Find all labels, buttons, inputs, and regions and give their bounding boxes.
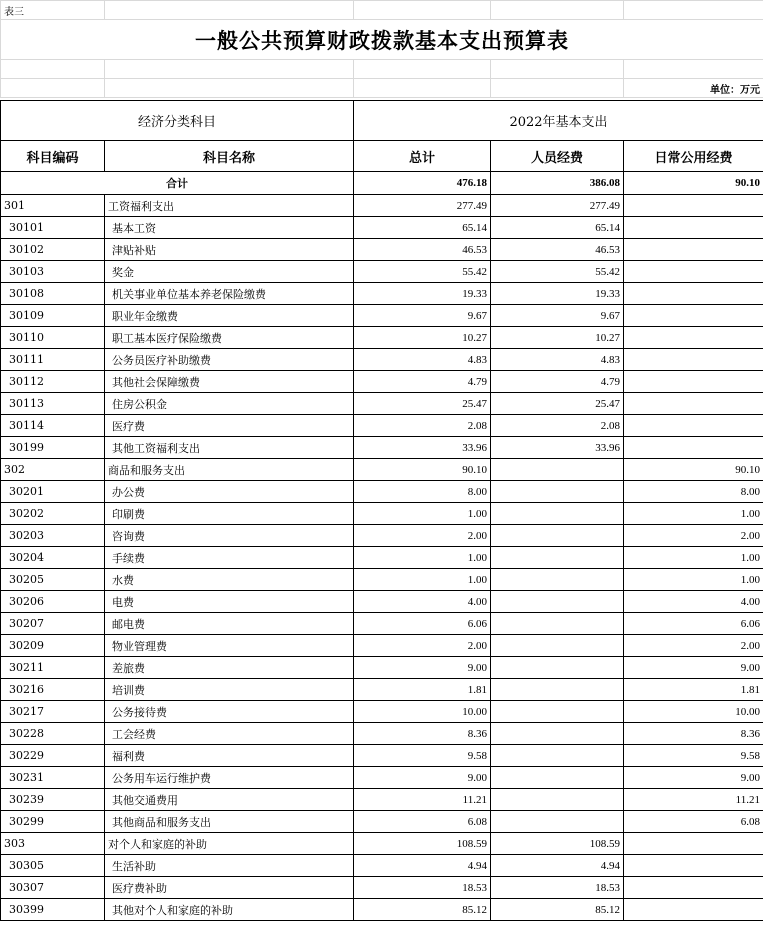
row-name: 其他商品和服务支出 <box>105 811 354 833</box>
row-personnel: 25.47 <box>491 393 624 415</box>
row-name: 其他工资福利支出 <box>105 437 354 459</box>
page-title: 一般公共预算财政拨款基本支出预算表 <box>1 20 763 60</box>
row-public: 1.00 <box>624 503 763 525</box>
row-public <box>624 283 763 305</box>
row-code: 30231 <box>1 767 105 789</box>
row-name: 电费 <box>105 591 354 613</box>
row-public <box>624 833 763 855</box>
row-code: 30201 <box>1 481 105 503</box>
total-row <box>1 172 763 195</box>
table-row <box>1 899 763 921</box>
table-row <box>1 811 763 833</box>
row-code: 30111 <box>1 349 105 371</box>
row-total: 25.47 <box>354 393 491 415</box>
row-code: 30113 <box>1 393 105 415</box>
row-total: 10.00 <box>354 701 491 723</box>
row-name: 生活补助 <box>105 855 354 877</box>
budget-table <box>0 100 763 921</box>
row-name: 邮电费 <box>105 613 354 635</box>
row-personnel: 55.42 <box>491 261 624 283</box>
row-name: 医疗费补助 <box>105 877 354 899</box>
row-total: 18.53 <box>354 877 491 899</box>
header-total: 总计 <box>354 141 491 172</box>
row-personnel: 18.53 <box>491 877 624 899</box>
table-row <box>1 437 763 459</box>
row-public <box>624 349 763 371</box>
row-personnel <box>491 591 624 613</box>
row-total: 33.96 <box>354 437 491 459</box>
total-value: 476.18 <box>354 172 491 195</box>
row-personnel: 4.79 <box>491 371 624 393</box>
row-public <box>624 415 763 437</box>
row-personnel: 19.33 <box>491 283 624 305</box>
row-name: 对个人和家庭的补助 <box>105 833 354 855</box>
row-code: 30209 <box>1 635 105 657</box>
row-personnel <box>491 811 624 833</box>
row-name: 公务接待费 <box>105 701 354 723</box>
row-name: 其他社会保障缴费 <box>105 371 354 393</box>
row-total: 46.53 <box>354 239 491 261</box>
row-code: 30207 <box>1 613 105 635</box>
table-row <box>1 767 763 789</box>
row-public <box>624 393 763 415</box>
row-personnel: 46.53 <box>491 239 624 261</box>
row-total: 2.00 <box>354 635 491 657</box>
total-personnel: 386.08 <box>491 172 624 195</box>
table-row-group <box>1 195 763 217</box>
table-row <box>1 569 763 591</box>
row-code: 30103 <box>1 261 105 283</box>
row-personnel <box>491 525 624 547</box>
table-row <box>1 327 763 349</box>
row-code: 302 <box>1 459 105 481</box>
row-personnel <box>491 613 624 635</box>
row-public <box>624 195 763 217</box>
row-name: 职业年金缴费 <box>105 305 354 327</box>
row-total: 4.00 <box>354 591 491 613</box>
table-row <box>1 657 763 679</box>
row-total: 1.81 <box>354 679 491 701</box>
header-row-1 <box>1 101 763 141</box>
row-code: 30199 <box>1 437 105 459</box>
row-name: 其他交通费用 <box>105 789 354 811</box>
table-row <box>1 481 763 503</box>
row-public: 2.00 <box>624 525 763 547</box>
row-public: 6.06 <box>624 613 763 635</box>
row-public: 4.00 <box>624 591 763 613</box>
row-total: 85.12 <box>354 899 491 921</box>
row-name: 基本工资 <box>105 217 354 239</box>
row-public: 10.00 <box>624 701 763 723</box>
row-code: 30108 <box>1 283 105 305</box>
row-total: 65.14 <box>354 217 491 239</box>
row-total: 90.10 <box>354 459 491 481</box>
row-public: 9.00 <box>624 767 763 789</box>
row-total: 6.06 <box>354 613 491 635</box>
row-code: 30202 <box>1 503 105 525</box>
row-code: 30203 <box>1 525 105 547</box>
row-total: 55.42 <box>354 261 491 283</box>
header-public: 日常公用经费 <box>624 141 763 172</box>
header-personnel: 人员经费 <box>491 141 624 172</box>
row-total: 9.00 <box>354 767 491 789</box>
row-public <box>624 899 763 921</box>
total-public: 90.10 <box>624 172 763 195</box>
row-name: 奖金 <box>105 261 354 283</box>
table-row <box>1 613 763 635</box>
row-total: 2.08 <box>354 415 491 437</box>
row-total: 1.00 <box>354 503 491 525</box>
row-name: 职工基本医疗保险缴费 <box>105 327 354 349</box>
header-row-2 <box>1 141 763 172</box>
row-name: 公务员医疗补助缴费 <box>105 349 354 371</box>
table-row <box>1 547 763 569</box>
row-code: 30399 <box>1 899 105 921</box>
row-public <box>624 239 763 261</box>
row-personnel <box>491 679 624 701</box>
row-total: 11.21 <box>354 789 491 811</box>
table-row <box>1 239 763 261</box>
row-personnel: 108.59 <box>491 833 624 855</box>
title-area <box>0 0 763 98</box>
row-public <box>624 217 763 239</box>
row-total: 9.00 <box>354 657 491 679</box>
row-total: 4.94 <box>354 855 491 877</box>
row-code: 30307 <box>1 877 105 899</box>
table-row <box>1 789 763 811</box>
row-personnel: 277.49 <box>491 195 624 217</box>
row-public <box>624 305 763 327</box>
row-personnel: 9.67 <box>491 305 624 327</box>
row-total: 9.58 <box>354 745 491 767</box>
row-name: 办公费 <box>105 481 354 503</box>
row-name: 机关事业单位基本养老保险缴费 <box>105 283 354 305</box>
row-code: 30211 <box>1 657 105 679</box>
row-name: 印刷费 <box>105 503 354 525</box>
table-row <box>1 393 763 415</box>
row-public: 1.00 <box>624 569 763 591</box>
table-row <box>1 745 763 767</box>
row-personnel <box>491 459 624 481</box>
table-row <box>1 877 763 899</box>
table-row <box>1 701 763 723</box>
row-public: 6.08 <box>624 811 763 833</box>
row-personnel: 10.27 <box>491 327 624 349</box>
table-row <box>1 349 763 371</box>
row-name: 工会经费 <box>105 723 354 745</box>
row-personnel <box>491 569 624 591</box>
row-public <box>624 855 763 877</box>
row-name: 商品和服务支出 <box>105 459 354 481</box>
table-row <box>1 591 763 613</box>
row-code: 30102 <box>1 239 105 261</box>
row-name: 津贴补贴 <box>105 239 354 261</box>
table-row <box>1 855 763 877</box>
row-public: 2.00 <box>624 635 763 657</box>
row-personnel <box>491 745 624 767</box>
row-personnel: 4.94 <box>491 855 624 877</box>
row-total: 108.59 <box>354 833 491 855</box>
row-total: 6.08 <box>354 811 491 833</box>
header-code: 科目编码 <box>1 141 105 172</box>
row-name: 工资福利支出 <box>105 195 354 217</box>
row-name: 物业管理费 <box>105 635 354 657</box>
table-row <box>1 217 763 239</box>
row-public <box>624 877 763 899</box>
table-row <box>1 261 763 283</box>
row-code: 30305 <box>1 855 105 877</box>
row-personnel: 2.08 <box>491 415 624 437</box>
row-code: 30110 <box>1 327 105 349</box>
row-personnel: 85.12 <box>491 899 624 921</box>
row-public: 1.00 <box>624 547 763 569</box>
row-public: 8.36 <box>624 723 763 745</box>
row-total: 10.27 <box>354 327 491 349</box>
row-personnel <box>491 789 624 811</box>
table-body <box>1 195 763 921</box>
row-public: 9.58 <box>624 745 763 767</box>
table-row <box>1 305 763 327</box>
row-code: 30216 <box>1 679 105 701</box>
table-row <box>1 415 763 437</box>
sheet-label: 表三 <box>1 1 105 20</box>
header-name: 科目名称 <box>105 141 354 172</box>
total-label: 合计 <box>1 172 354 195</box>
row-total: 2.00 <box>354 525 491 547</box>
row-name: 手续费 <box>105 547 354 569</box>
row-public: 8.00 <box>624 481 763 503</box>
row-total: 9.67 <box>354 305 491 327</box>
table-row-group <box>1 833 763 855</box>
row-code: 30114 <box>1 415 105 437</box>
row-code: 301 <box>1 195 105 217</box>
row-name: 培训费 <box>105 679 354 701</box>
row-total: 1.00 <box>354 569 491 591</box>
row-code: 30228 <box>1 723 105 745</box>
row-code: 30109 <box>1 305 105 327</box>
table-row-group <box>1 459 763 481</box>
row-personnel: 33.96 <box>491 437 624 459</box>
row-name: 医疗费 <box>105 415 354 437</box>
row-code: 30229 <box>1 745 105 767</box>
table-row <box>1 503 763 525</box>
row-personnel: 4.83 <box>491 349 624 371</box>
row-personnel <box>491 723 624 745</box>
row-public <box>624 261 763 283</box>
row-name: 住房公积金 <box>105 393 354 415</box>
unit-label: 单位：万元 <box>624 79 763 98</box>
row-public <box>624 437 763 459</box>
row-code: 30101 <box>1 217 105 239</box>
row-total: 277.49 <box>354 195 491 217</box>
row-code: 30239 <box>1 789 105 811</box>
row-code: 30299 <box>1 811 105 833</box>
row-code: 30112 <box>1 371 105 393</box>
row-public: 9.00 <box>624 657 763 679</box>
row-personnel <box>491 767 624 789</box>
row-name: 其他对个人和家庭的补助 <box>105 899 354 921</box>
row-total: 1.00 <box>354 547 491 569</box>
row-total: 19.33 <box>354 283 491 305</box>
row-name: 公务用车运行维护费 <box>105 767 354 789</box>
row-code: 303 <box>1 833 105 855</box>
row-name: 差旅费 <box>105 657 354 679</box>
row-total: 8.00 <box>354 481 491 503</box>
row-name: 福利费 <box>105 745 354 767</box>
header-year-basic: 2022年基本支出 <box>354 101 763 141</box>
header-econ-class: 经济分类科目 <box>1 101 354 141</box>
row-personnel <box>491 701 624 723</box>
table-row <box>1 525 763 547</box>
table-row <box>1 283 763 305</box>
row-code: 30206 <box>1 591 105 613</box>
row-total: 8.36 <box>354 723 491 745</box>
table-row <box>1 679 763 701</box>
row-public: 11.21 <box>624 789 763 811</box>
table-row <box>1 371 763 393</box>
row-public <box>624 371 763 393</box>
row-total: 4.79 <box>354 371 491 393</box>
row-personnel <box>491 635 624 657</box>
row-personnel: 65.14 <box>491 217 624 239</box>
row-personnel <box>491 657 624 679</box>
table-row <box>1 723 763 745</box>
row-name: 水费 <box>105 569 354 591</box>
row-personnel <box>491 547 624 569</box>
row-public: 1.81 <box>624 679 763 701</box>
row-code: 30204 <box>1 547 105 569</box>
row-name: 咨询费 <box>105 525 354 547</box>
row-public <box>624 327 763 349</box>
row-personnel <box>491 503 624 525</box>
row-total: 4.83 <box>354 349 491 371</box>
row-code: 30205 <box>1 569 105 591</box>
row-public: 90.10 <box>624 459 763 481</box>
row-personnel <box>491 481 624 503</box>
row-code: 30217 <box>1 701 105 723</box>
table-row <box>1 635 763 657</box>
